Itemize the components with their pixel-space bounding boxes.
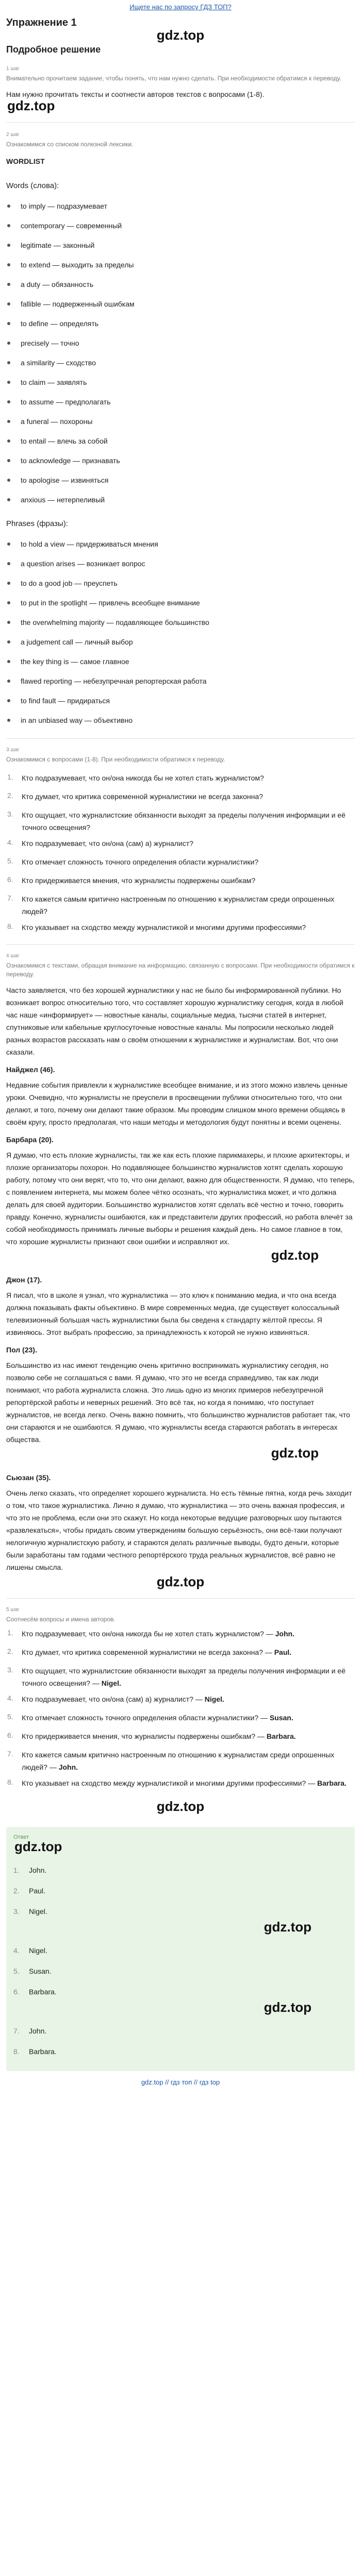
speaker-name: Сьюзан (35). xyxy=(6,1473,51,1482)
final-answer-number: 4. xyxy=(13,1946,20,1955)
dash: — xyxy=(255,1732,267,1740)
list-item-text: anxious — нетерпеливый xyxy=(21,496,105,504)
speaker-text: Недавние события привлекли к журналистике всеобщее внимание, и из этого можно извлечь ценные уроки. Очевидно, что журналисты не преуспели в просвещении публики относительно того, что они делают, и того, почему они делают такие образом. Мы проводим слишком много времени общаясь в своём кругу, просто предполагая, что наши методы и методология будут понятны и всеми оценены. xyxy=(6,1081,348,1126)
bullet-icon xyxy=(7,244,10,247)
answer-number: 7. xyxy=(7,1750,13,1758)
bullet-icon xyxy=(7,582,10,585)
list-item xyxy=(6,613,355,632)
matched-answer-item xyxy=(6,1661,355,1689)
question-text: Кто подразумевает, что он/она (сам) а) журналист? xyxy=(22,1695,193,1703)
speaker-name: Барбара (20). xyxy=(6,1136,54,1144)
answer-number: 8. xyxy=(7,1778,13,1786)
question-text: Кто подразумевает, что он/она никогда бы не хотел стать журналистом? xyxy=(22,774,264,782)
question-text: Кто указывает на сходство между журналистикой и многими другими профессиями? xyxy=(22,923,306,931)
answer-number: 3. xyxy=(7,1666,13,1674)
list-item-text: to define — определять xyxy=(21,319,99,328)
final-answer-item xyxy=(13,1940,348,1961)
list-item-text: a duty — обязанность xyxy=(21,280,94,289)
list-item xyxy=(6,353,355,372)
phrases-heading: Phrases (фразы): xyxy=(6,519,68,528)
question-item xyxy=(6,918,355,936)
question-number: 8. xyxy=(7,922,13,930)
list-item xyxy=(6,490,355,510)
bullet-icon xyxy=(7,342,10,345)
question-text: Кто подразумевает, что он/она (сам) а) журналист? xyxy=(22,839,193,848)
step-4-note: Ознакомимся с текстами, обращая внимание на информацию, связанную с вопросами. При необходимости обратимся к переводу. xyxy=(6,962,355,978)
step-5-label: 5 шаг xyxy=(6,1607,20,1613)
question-text: Кто кажется самым критично настроенным по отношению к журналистам среди опрошенных людей? xyxy=(22,895,335,916)
speaker-text: Я писал, что в школе я узнал, что журналистика — это ключ к пониманию медиа, и что она всегда должна показывать факты объективно. В мире современных медиа, где существует колоссальный телевизионный большая часть журналистики была бы сведена к стандарту жёлтой прессы. Я извиняюсь. Этот выбрать профессию, за принадлежность к которой не нужно извиняться. xyxy=(6,1291,339,1336)
answer-number: 5. xyxy=(7,1713,13,1721)
final-answer-item xyxy=(13,1961,348,1981)
bullet-icon xyxy=(7,439,10,443)
bullet-icon xyxy=(7,621,10,624)
list-item xyxy=(6,451,355,470)
step-1-label: 1 шаг xyxy=(6,66,20,72)
author-name: John. xyxy=(275,1630,294,1638)
list-item-text: the overwhelming majority — подавляющее большинство xyxy=(21,618,209,626)
list-item-text: to entail — влечь за собой xyxy=(21,437,108,445)
watermark: gdz.top xyxy=(156,27,205,43)
list-item xyxy=(6,275,355,294)
final-answer-number: 5. xyxy=(13,1967,20,1975)
question-item xyxy=(6,871,355,889)
bullet-icon xyxy=(7,601,10,604)
watermark: gdz.top xyxy=(7,98,55,113)
final-answer-text: Nigel. xyxy=(29,1907,47,1916)
bullet-icon xyxy=(7,361,10,364)
list-item-text: a similarity — сходство xyxy=(21,359,96,367)
dash: — xyxy=(264,1630,275,1638)
step-4-label: 4 шаг xyxy=(6,953,20,959)
step-3-note: Ознакомимся с вопросами (1-8). При необходимости обратимся к переводу. xyxy=(6,756,225,763)
answer-number: 1. xyxy=(7,1629,13,1637)
list-item xyxy=(6,691,355,710)
footer-links[interactable]: gdz.top // гдз топ // гдз top xyxy=(141,2078,220,2086)
bullet-icon xyxy=(7,322,10,325)
list-item-text: to apologise — извиняться xyxy=(21,476,109,484)
watermark: gdz.top xyxy=(271,1247,319,1263)
list-item xyxy=(6,710,355,730)
answer-text xyxy=(22,1711,355,1724)
answer-box xyxy=(6,1827,355,2071)
list-item xyxy=(6,652,355,671)
final-answer-text: Barbara. xyxy=(29,1988,57,1996)
question-text: Кто отмечает сложность точного определения области журналистики? xyxy=(22,1714,259,1722)
question-text: Кто указывает на сходство между журналистикой и многими другими профессиями? xyxy=(22,1779,306,1787)
question-text: Кто ощущает, что журналистские обязанности выходят за пределы получения информации и её точного освещения? xyxy=(22,1667,346,1687)
answer-number: 6. xyxy=(7,1731,13,1739)
phrases-list xyxy=(6,534,355,730)
question-number: 5. xyxy=(7,857,13,865)
final-answer-text: Paul. xyxy=(29,1887,45,1895)
question-text: Кто отмечает сложность точного определения области журналистики? xyxy=(22,858,259,866)
list-item-text: to extend — выходить за пределы xyxy=(21,261,134,269)
list-item-text: to assume — предполагать xyxy=(21,398,111,406)
matched-answer-item xyxy=(6,1624,355,1642)
list-item xyxy=(6,294,355,314)
final-answer-number: 2. xyxy=(13,1887,20,1895)
step-1-text: Нам нужно прочитать тексты и соотнести авторов текстов с вопросами (1-8). xyxy=(6,90,265,98)
speaker-name: Джон (17). xyxy=(6,1276,42,1284)
bullet-icon xyxy=(7,459,10,462)
words-list xyxy=(6,196,355,510)
final-answer-number: 6. xyxy=(13,1988,20,1996)
step-2-note: Ознакомимся со списком полезной лексики. xyxy=(6,141,134,148)
answer-number: 4. xyxy=(7,1694,13,1702)
list-item-text: to imply — подразумевает xyxy=(21,202,107,210)
bullet-icon xyxy=(7,263,10,266)
bullet-icon xyxy=(7,498,10,501)
dash: — xyxy=(258,1714,270,1722)
list-item xyxy=(6,593,355,613)
final-answer-item xyxy=(13,1981,348,2002)
final-answer-number: 8. xyxy=(13,2047,20,2056)
answer-text xyxy=(22,1693,355,1705)
final-answer-item xyxy=(13,1880,348,1901)
list-item-text: contemporary — современный xyxy=(21,222,122,230)
list-item xyxy=(6,196,355,216)
bullet-icon xyxy=(7,680,10,683)
speaker-text: Я думаю, что есть плохие журналисты, так же как есть плохие парикмахеры, и плохие архитекторы, и плохие организаторы похорон. Но подавляющее большинство журналистов хотят сделать хорошую работу, потому что они верят, что то, что они делают, важно для общественности. Я думаю, что теперь, с появлением интернета, мы можем более чётко осознать, что журналистика может, и что должна делать для своей аудитории. Большинство журналистов хотят сделать всё честно и точно, говорить правду. Конечно, журналисты ошибаются, как и представители других профессий, но работа влечёт за собой необходимость принимать личные выборы и решения каждый день. Но самое главное в том, что хорошие журналисты признают свои ошибки и исправляют их. xyxy=(6,1151,355,1246)
question-text: Кто ощущает, что журналистские обязанности выходят за пределы получения информации и её точного освещения? xyxy=(22,811,346,832)
list-item-text: the key thing is — самое главное xyxy=(21,657,129,666)
answer-text xyxy=(22,1777,355,1789)
bullet-icon xyxy=(7,640,10,643)
final-answer-text: Susan. xyxy=(29,1967,52,1975)
author-name: Nigel. xyxy=(101,1679,121,1687)
question-number: 1. xyxy=(7,773,13,781)
question-text: Кто кажется самым критично настроенным по отношению к журналистам среди опрошенных людей? xyxy=(22,1751,335,1771)
step-2-label: 2 шаг xyxy=(6,132,20,138)
question-item xyxy=(6,768,355,787)
question-number: 7. xyxy=(7,894,13,902)
list-item-text: legitimate — законный xyxy=(21,241,95,249)
list-item xyxy=(6,431,355,451)
question-number: 3. xyxy=(7,810,13,818)
speaker-text: Большинство из нас имеют тенденцию очень критично воспринимать журналистику сегодня, но позволю себе не соглашаться с вами. Я думаю, что это не всегда справедливо, так как люди понимают, что работа журналиста сложна. Это лишь одно из многих примеров небезупречной репортёрской работы и неверных решений. Это всё так, но когда я понимаю, что поступает журналистов, не всегда легко. Очень важно помнить, что большинство журналистов работает так, что они стараются и не ошибаются. Я думаю, что журналисты всегда стараются работать в интересах общества. xyxy=(6,1361,350,1444)
list-item xyxy=(6,392,355,412)
answer-text xyxy=(22,1646,355,1658)
question-number: 4. xyxy=(7,838,13,846)
answer-text xyxy=(22,1665,355,1689)
bullet-icon xyxy=(7,543,10,546)
final-answer-text: Nigel. xyxy=(29,1946,47,1955)
answer-text xyxy=(22,1749,355,1773)
list-item xyxy=(6,632,355,652)
final-answers-list xyxy=(13,1860,348,2062)
answer-number: 2. xyxy=(7,1647,13,1655)
question-number: 6. xyxy=(7,875,13,884)
final-answer-number: 3. xyxy=(13,1907,20,1916)
top-banner-link[interactable]: Ищете нас по запросу ГДЗ ТОП? xyxy=(129,3,232,11)
bullet-icon xyxy=(7,719,10,722)
list-item xyxy=(6,333,355,353)
step-1-note: Внимательно прочитаем задание, чтобы понять, что нам нужно сделать. При необходимости обратимся к переводу. xyxy=(6,75,341,82)
matched-answer-item xyxy=(6,1689,355,1708)
list-item-text: to hold a view — придерживаться мнения xyxy=(21,540,158,548)
final-answer-item xyxy=(13,1901,348,1922)
list-item-text: a funeral — похороны xyxy=(21,417,93,426)
list-item xyxy=(6,216,355,235)
author-name: Barbara. xyxy=(317,1779,347,1787)
final-answer-item xyxy=(13,2021,348,2041)
bullet-icon xyxy=(7,420,10,423)
list-item-text: flawed reporting — небезупречная репортерская работа xyxy=(21,677,207,685)
answer-text xyxy=(22,1730,355,1742)
bullet-icon xyxy=(7,479,10,482)
speaker-text: Очень легко сказать, что определяет хорошего журналиста. Но есть тёмные пятна, когда речь заходит о том, что такое журналистика. Лично я думаю, что журналистика — это очень важная профессия, и что это не проблема, если они это скажут. Но когда некоторые ведущие разговорных шоу пытаются «развлекаться», чтобы придать своим утверждениям большую серьёзность, они всё-таки получают нелогичную журналистскую работу, и стараются делать различные выводы, будто деньги, которые были заработаны там годами честного репортёрского труда реальных журналистов, всё равно не лишены смысла. xyxy=(6,1489,352,1571)
speaker-name: Пол (23). xyxy=(6,1346,37,1354)
question-item xyxy=(6,805,355,834)
watermark: gdz.top xyxy=(14,1839,62,1854)
list-item xyxy=(6,372,355,392)
bullet-icon xyxy=(7,381,10,384)
question-item xyxy=(6,787,355,805)
question-text: Кто придерживается мнения, что журналисты подвержены ошибкам? xyxy=(22,876,256,885)
answer-label: Ответ xyxy=(13,1834,29,1840)
list-item-text: to do a good job — преуспеть xyxy=(21,579,118,587)
final-answer-number: 7. xyxy=(13,2027,20,2035)
watermark: gdz.top xyxy=(264,1999,311,2015)
bullet-icon xyxy=(7,224,10,227)
texts-intro: Часто заявляется, что без хорошей журналистики у нас не было бы информированной публики. Но возникает вопрос относительно того, что составляет хорошую журналистику сегодня, когда в любой час наше «информирует» — новостные каналы, социальные медиа, тысячи статей в интернет, спутниковые или кабельные круглосуточные новостные каналы. Мы попросили несколько людей разных возрастов рассказать нам о своём отношении к журналистике и журналистам. Вот, что они сказали. xyxy=(6,986,343,1056)
speaker-name: Найджел (46). xyxy=(6,1065,55,1074)
question-number: 2. xyxy=(7,791,13,800)
bullet-icon xyxy=(7,400,10,403)
list-item xyxy=(6,554,355,573)
matched-answer-item xyxy=(6,1708,355,1726)
list-item-text: fallible — подверженный ошибкам xyxy=(21,300,135,308)
final-answer-item xyxy=(13,1860,348,1880)
divider xyxy=(6,738,355,739)
final-answer-text: John. xyxy=(29,2027,47,2035)
final-answer-text: Barbara. xyxy=(29,2047,57,2056)
question-item xyxy=(6,852,355,871)
list-item xyxy=(6,534,355,554)
author-name: Paul. xyxy=(274,1648,292,1656)
dash: — xyxy=(262,1648,274,1656)
divider xyxy=(6,122,355,123)
bullet-icon xyxy=(7,302,10,306)
questions-list xyxy=(6,768,355,936)
list-item-text: to claim — заявлять xyxy=(21,378,87,386)
question-text: Кто думает, что критика современной журналистики не всегда законна? xyxy=(22,792,263,801)
final-answer-item xyxy=(13,2041,348,2062)
top-banner xyxy=(6,0,355,11)
list-item-text: precisely — точно xyxy=(21,339,79,347)
solution-heading: Подробное решение xyxy=(6,44,101,55)
list-item xyxy=(6,671,355,691)
matched-answer-item xyxy=(6,1726,355,1745)
list-item-text: to find fault — придираться xyxy=(21,697,110,705)
step-3-label: 3 шаг xyxy=(6,747,20,753)
question-text: Кто подразумевает, что он/она никогда бы не хотел стать журналистом? xyxy=(22,1630,264,1638)
question-text: Кто придерживается мнения, что журналисты подвержены ошибкам? xyxy=(22,1732,256,1740)
wordlist-heading: WORDLIST xyxy=(6,157,45,165)
list-item-text: to acknowledge — признавать xyxy=(21,456,120,465)
dash: — xyxy=(193,1695,205,1703)
watermark: gdz.top xyxy=(271,1445,319,1461)
watermark: gdz.top xyxy=(264,1919,311,1935)
step-5-note: Соотнесём вопросы и имена авторов. xyxy=(6,1616,116,1623)
author-name: Nigel. xyxy=(204,1695,224,1703)
list-item xyxy=(6,235,355,255)
bullet-icon xyxy=(7,205,10,208)
watermark: gdz.top xyxy=(156,1574,205,1589)
watermark: gdz.top xyxy=(156,1799,205,1814)
divider xyxy=(6,1598,355,1599)
final-answer-text: John. xyxy=(29,1866,47,1874)
list-item-text: a question arises — возникает вопрос xyxy=(21,560,145,568)
list-item xyxy=(6,314,355,333)
dash: — xyxy=(90,1679,102,1687)
bullet-icon xyxy=(7,660,10,663)
matched-answer-item xyxy=(6,1745,355,1773)
question-item xyxy=(6,889,355,918)
list-item-text: in an unbiased way — объективно xyxy=(21,716,133,724)
question-item xyxy=(6,834,355,852)
list-item xyxy=(6,470,355,490)
divider xyxy=(6,944,355,945)
dash: — xyxy=(306,1779,317,1787)
matched-answers-list xyxy=(6,1624,355,1792)
matched-answer-item xyxy=(6,1773,355,1792)
list-item xyxy=(6,255,355,275)
list-item xyxy=(6,412,355,431)
author-name: John. xyxy=(58,1763,78,1771)
bullet-icon xyxy=(7,283,10,286)
author-name: Susan. xyxy=(269,1714,293,1722)
question-text: Кто думает, что критика современной журналистики не всегда законна? xyxy=(22,1648,263,1656)
texts-block xyxy=(6,984,355,1573)
bullet-icon xyxy=(7,562,10,565)
matched-answer-item xyxy=(6,1642,355,1661)
list-item xyxy=(6,573,355,593)
final-answer-number: 1. xyxy=(13,1866,20,1874)
author-name: Barbara. xyxy=(266,1732,296,1740)
page-title: Упражнение 1 xyxy=(6,17,77,28)
words-heading: Words (слова): xyxy=(6,181,59,190)
bullet-icon xyxy=(7,699,10,702)
list-item-text: to put in the spotlight — привлечь всеобщее внимание xyxy=(21,599,200,607)
dash: — xyxy=(47,1763,59,1771)
answer-text xyxy=(22,1628,355,1640)
list-item-text: a judgement call — личный выбор xyxy=(21,638,133,646)
